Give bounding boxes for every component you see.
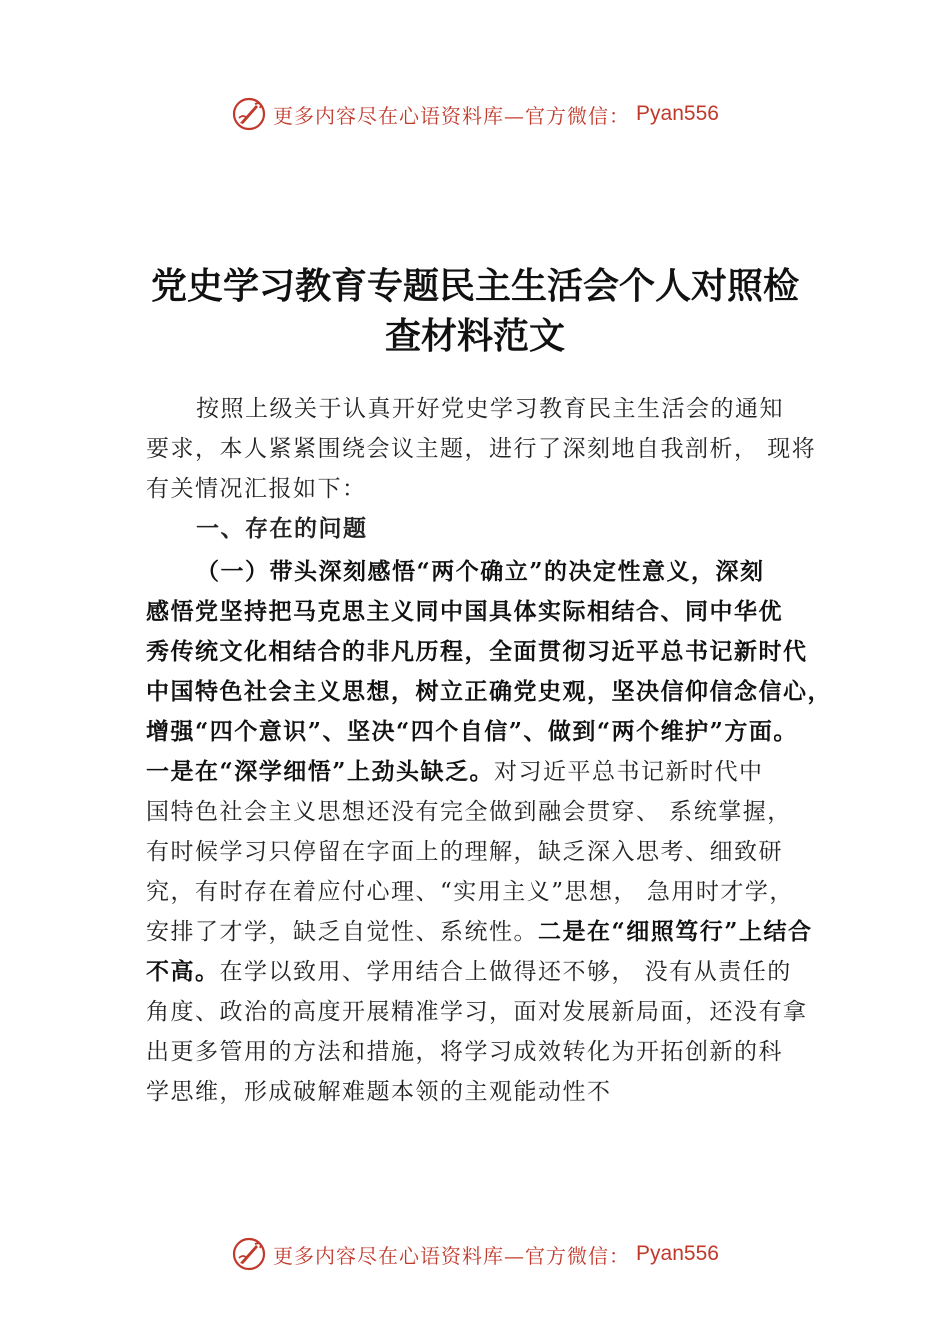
body-line-1-text: 对习近平总书记新时代中	[493, 759, 764, 785]
body-line-6-text: 在学以致用、学用结合上做得还不够， 没有从责任的	[219, 959, 792, 985]
body-line-6	[146, 952, 792, 992]
footer-banner-text: 更多内容尽在心语资料库—官方微信：	[273, 1243, 631, 1268]
intro-line-2: 要求，本人紧紧围绕会议主题，进行了深刻地自我剖析， 现将	[146, 436, 817, 462]
document-title-line-2: 查材料范文	[384, 316, 565, 357]
point-two-heading-end: 不高。	[146, 958, 220, 985]
body-line-1	[146, 752, 763, 792]
quill-logo-icon	[231, 1236, 267, 1272]
quill-logo-icon	[231, 96, 267, 132]
body-line-2: 国特色社会主义思想还没有完全做到融会贯穿、 系统掌握，	[146, 799, 792, 825]
intro-line-1: 按照上级关于认真开好党史学习教育民主生活会的通知	[196, 396, 784, 422]
subsection-line-5: 增强“四个意识”、坚决“四个自信”、做到“两个维护”方面。	[146, 718, 798, 745]
point-two-heading: 二是在“细照笃行”上结合	[538, 918, 813, 945]
document-title-line-1: 党史学习教育专题民主生活会个人对照检	[150, 266, 799, 307]
banner-text: 更多内容尽在心语资料库—官方微信：	[273, 103, 631, 128]
body-line-4: 究，有时存在着应付心理、“实用主义”思想， 急用时才学，	[146, 879, 794, 905]
body-line-8: 出更多管用的方法和措施，将学习成效转化为开拓创新的科	[146, 1039, 783, 1065]
subsection-line-1: （一）带头深刻感悟“两个确立”的决定性意义，深刻	[196, 558, 765, 585]
intro-line-3: 有关情况汇报如下：	[146, 476, 367, 502]
section-heading: 一、存在的问题	[196, 516, 368, 542]
body-line-5	[146, 912, 812, 952]
subsection-line-3: 秀传统文化相结合的非凡历程，全面贯彻习近平总书记新时代	[146, 638, 808, 665]
banner-wechat-handle: Pyan556	[636, 102, 719, 125]
subsection-line-4: 中国特色社会主义思想，树立正确党史观，坚决信仰信念信心，	[146, 678, 832, 705]
header-banner	[0, 94, 950, 134]
body-line-9: 学思维，形成破解难题本领的主观能动性不	[146, 1079, 612, 1105]
point-one-heading: 一是在“深学细悟”上劲头缺乏。	[146, 758, 494, 785]
footer-wechat-handle: Pyan556	[636, 1242, 719, 1265]
body-line-3: 有时候学习只停留在字面上的理解，缺乏深入思考、细致研	[146, 839, 783, 865]
subsection-line-2: 感悟党坚持把马克思主义同中国具体实际相结合、同中华优	[146, 598, 783, 625]
body-line-7: 角度、政治的高度开展精准学习，面对发展新局面，还没有拿	[146, 999, 808, 1025]
body-line-5-text: 安排了才学，缺乏自觉性、系统性。	[146, 919, 538, 945]
footer-banner	[0, 1234, 950, 1274]
